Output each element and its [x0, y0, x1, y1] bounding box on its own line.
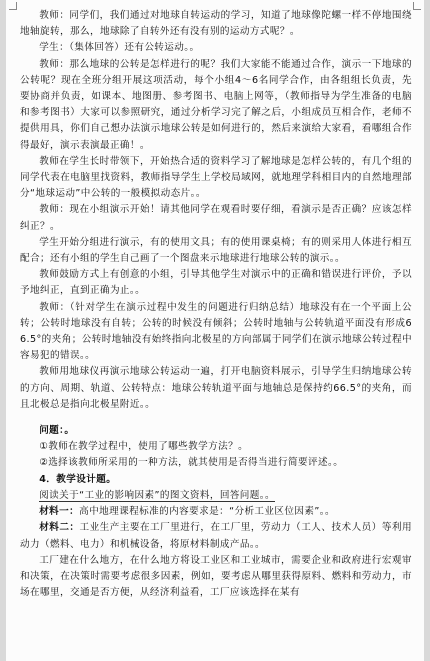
material-2-label: 材料二： — [39, 522, 80, 534]
paragraph: 教师：（针对学生在演示过程中发生的问题进行归纳总结）地球没有在一个平面上公转；公转时地球没有自转；公转的时候没有倾斜；公转时地轴与公转轨道平面没有形成66.5°的夹角；公转时地轴没有始终指向北极星的方向部属于同学们在演示地球公转过程中容易犯的错误。。 — [20, 301, 412, 362]
section-4 — [20, 472, 412, 602]
paragraph: 学生开始分组进行演示，有的使用文具；有的使用课桌椅；有的则采用人体进行相互配合；还有小组的学生自己画了一个图盘来示地球进行地球公转的演示。。 — [20, 236, 412, 265]
crop-mark-right — [413, 2, 421, 10]
section-title: 4．教学设计题。 — [39, 473, 117, 485]
material-1 — [20, 504, 412, 520]
question-item: ①教师在教学过程中，使用了哪些教学方法？。 — [39, 441, 249, 453]
paragraph: 学生：（集体回答）还有公转运动。。 — [39, 42, 200, 54]
material-2 — [20, 520, 412, 552]
crop-marks — [6, 2, 424, 10]
material-2-text: 工业生产主要在工厂里进行，在工厂里，劳动力（工人、技术人员）等利用动力（燃料、电力）和机械设备，将原材料制成产品。。 — [20, 522, 412, 550]
section-intro-text: 阅读关于“工业的影响因素”的图文资料，回答问题。。 — [39, 489, 275, 501]
spacer — [20, 413, 412, 421]
paragraph: 教师鼓励方式上有创意的小组，引导其他学生对演示中的正确和错误进行评价，予以予地纠正，直到正确为止。。 — [20, 269, 412, 297]
paragraph: 教师：现在小组演示开始！请其他同学在观看时要仔细，看演示是否正确？应该怎样纠正？。 — [20, 204, 412, 232]
paragraph: 教师用地球仪再演示地球公转运动一遍，打开电脑资料展示，引导学生归纳地球公转的方向、周期、轨道、公转特点：地球公转轨道平面与地轴总是保持约66.5°的夹角，而且北极总是指向北极星附近。。 — [20, 366, 412, 410]
questions-heading: 问题：。 — [39, 425, 75, 437]
material-1-label: 材料一： — [39, 506, 80, 518]
question-item: ②选择该教师所采用的一种方法，就其使用是否得当进行简要评述。。 — [39, 457, 344, 469]
paragraph: 教师在学生长时带领下，开始热合适的资料学习了解地球是怎样公转的，有几个组的同学代表在电脑里找资料，教师指导学生上学校局域网，就地理学科相目内的自然地理部分“地球运动”中公转的一般模拟动态片。。 — [20, 155, 412, 200]
section-intro — [20, 488, 412, 504]
questions-block — [20, 423, 412, 472]
case-dialogue — [20, 8, 412, 413]
document-page — [6, 0, 424, 661]
paragraph: 教师：那么地球的公转是怎样进行的呢？我们大家能不能通过合作，演示一下地球的公转呢？现在全班分组开展这项活动，每个小组4～6名同学合作，由各组组长负责，先要协商并负责，如课本、地图册、参考图书、电脑上网等，（教师指导为学生准备的电脑和参考图书）大家可以参照研究，通过分析学习完了解之后，小组成员互相合作，老师不提供用具，你们自己想办法演示地球公转是如何进行的，然后来演给大家看，看哪组合作得最好，演示表演最正确！。 — [20, 58, 412, 151]
crop-mark-left — [9, 2, 17, 10]
material-2-continued: 工厂建在什么地方，在什么地方将设工业区和工业城市，需要企业和政府进行宏观审和决策，在决策时需要考虑很多因素，例如，要考虑从哪里获得原料、燃料和劳动力，市场在哪里，交通是否方便，从经济利益看，工厂应该选择在某有 — [20, 554, 412, 599]
material-1-text: 高中地理课程标准的内容要求是：“分析工业区位因素”。。 — [79, 506, 335, 518]
paragraph: 教师：同学们，我们通过对地球自转运动的学习，知道了地球像陀螺一样不停地围绕地轴旋转，那么，地球除了自转外还有没有别的运动方式呢？。 — [20, 10, 412, 38]
